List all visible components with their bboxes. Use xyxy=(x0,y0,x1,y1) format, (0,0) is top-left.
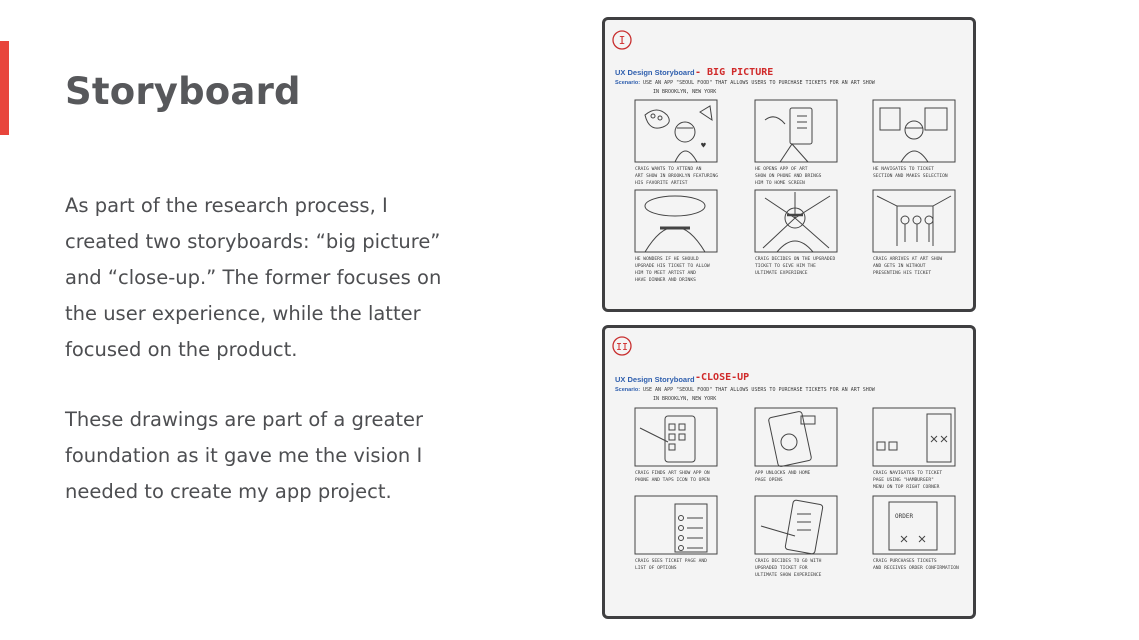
caption-1-line-3: HIS FAVORITE ARTIST xyxy=(635,181,688,186)
caption-5-line-1: CRAIG DECIDES ON THE UPGRADED xyxy=(755,257,836,262)
caption-3-line-2: PAGE USING "HAMBURGER" xyxy=(873,478,934,483)
caption-2-line-3: HIM TO HOME SCREEN xyxy=(755,181,805,186)
scenario-line-2: IN BROOKLYN, NEW YORK xyxy=(653,396,717,402)
caption-5-line-2: UPGRADED TICKET FOR xyxy=(755,566,808,571)
frame-6-sketch xyxy=(873,496,955,554)
storyboard-sketch xyxy=(605,20,973,309)
caption-6-line-3: PRESENTING HIS TICKET xyxy=(873,271,932,276)
svg-text:ORDER: ORDER xyxy=(895,513,914,520)
paragraph-research: As part of the research process, I created two storyboards: “big picture” and “close-up.” The former focuses on the user experience, while the latter focused on the product. xyxy=(65,194,442,361)
frame-3-sketch xyxy=(873,408,955,466)
caption-6-line-2: AND RECEIVES ORDER CONFIRMATION xyxy=(873,566,959,571)
caption-1-line-1: CRAIG WANTS TO ATTEND AN xyxy=(635,167,702,172)
caption-5-line-3: ULTIMATE EXPERIENCE xyxy=(755,271,808,276)
caption-4-line-4: HAVE DINNER AND DRINKS xyxy=(635,278,696,283)
caption-2-line-1: HE OPENS APP OF ART xyxy=(755,167,808,172)
frame-5-sketch xyxy=(755,496,837,554)
storyboard-header: UX Design Storyboard xyxy=(615,375,695,384)
frame-4-sketch xyxy=(635,496,717,554)
caption-5-line-3: ULTIMATE SHOW EXPERIENCE xyxy=(755,573,822,578)
storyboard-number: II xyxy=(615,342,629,353)
frame-2-sketch xyxy=(755,100,837,162)
caption-3-line-1: CRAIG NAVIGATES TO TICKET xyxy=(873,471,943,476)
paragraph-foundation: These drawings are part of a greater foundation as it gave me the vision I needed to create my app project. xyxy=(65,408,424,503)
caption-4-line-2: LIST OF OPTIONS xyxy=(635,566,677,571)
frame-1-sketch xyxy=(635,408,717,466)
storyboard-big-picture xyxy=(602,17,976,312)
caption-3-line-2: SECTION AND MAKES SELECTION xyxy=(873,174,948,179)
caption-2-line-1: APP UNLOCKS AND HOME xyxy=(755,471,811,476)
slide-title: Storyboard xyxy=(65,70,301,113)
caption-1-line-1: CRAIG FINDS ART SHOW APP ON xyxy=(635,471,710,476)
storyboard-number: I xyxy=(618,34,626,47)
caption-4-line-3: HIM TO MEET ARTIST AND xyxy=(635,271,696,276)
scenario-line-1: USE AN APP "SEOUL FOOD" THAT ALLOWS USERS TO PURCHASE TICKETS FOR AN ART SHOW xyxy=(643,387,875,393)
frame-4-sketch xyxy=(635,190,717,252)
caption-6-line-1: CRAIG PURCHASES TICKETS xyxy=(873,559,937,564)
frame-3-sketch xyxy=(873,100,955,162)
frame-5-sketch xyxy=(755,190,837,252)
frame-1-sketch xyxy=(635,100,717,162)
caption-5-line-2: TICKET TO GIVE HIM THE xyxy=(755,264,816,269)
caption-5-line-1: CRAIG DECIDES TO GO WITH xyxy=(755,559,822,564)
scenario-label: Scenario: xyxy=(615,80,641,86)
scenario-line-1: USE AN APP "SEOUL FOOD" THAT ALLOWS USERS TO PURCHASE TICKETS FOR AN ART SHOW xyxy=(643,80,875,86)
caption-4-line-1: HE WONDERS IF HE SHOULD xyxy=(635,257,699,262)
storyboard-close-up xyxy=(602,325,976,619)
caption-4-line-2: UPGRADE HIS TICKET TO ALLOW xyxy=(635,264,710,269)
scenario-label: Scenario: xyxy=(615,387,641,393)
caption-2-line-2: SHOW ON PHONE AND BRINGS xyxy=(755,174,822,179)
scenario-line-2: IN BROOKLYN, NEW YORK xyxy=(653,89,717,95)
storyboard-sketch xyxy=(605,328,973,616)
storyboard-subtitle: -CLOSE-UP xyxy=(695,372,750,383)
caption-3-line-1: HE NAVIGATES TO TICKET xyxy=(873,167,934,172)
frame-6-sketch xyxy=(873,190,955,252)
accent-bar xyxy=(0,41,9,135)
caption-6-line-1: CRAIG ARRIVES AT ART SHOW xyxy=(873,257,943,262)
caption-1-line-2: PHONE AND TAPS ICON TO OPEN xyxy=(635,478,710,483)
frame-2-sketch xyxy=(755,408,837,467)
slide-body xyxy=(65,188,465,544)
storyboard-subtitle: - BIG PICTURE xyxy=(695,67,774,78)
svg-text:♥: ♥ xyxy=(701,141,706,150)
caption-2-line-2: PAGE OPENS xyxy=(755,478,783,483)
storyboard-header: UX Design Storyboard xyxy=(615,68,695,77)
caption-4-line-1: CRAIG SEES TICKET PAGE AND xyxy=(635,559,707,564)
caption-3-line-3: MENU ON TOP RIGHT CORNER xyxy=(873,485,940,490)
caption-6-line-2: AND GETS IN WITHOUT xyxy=(873,264,926,269)
caption-1-line-2: ART SHOW IN BROOKLYN FEATURING xyxy=(635,174,718,179)
